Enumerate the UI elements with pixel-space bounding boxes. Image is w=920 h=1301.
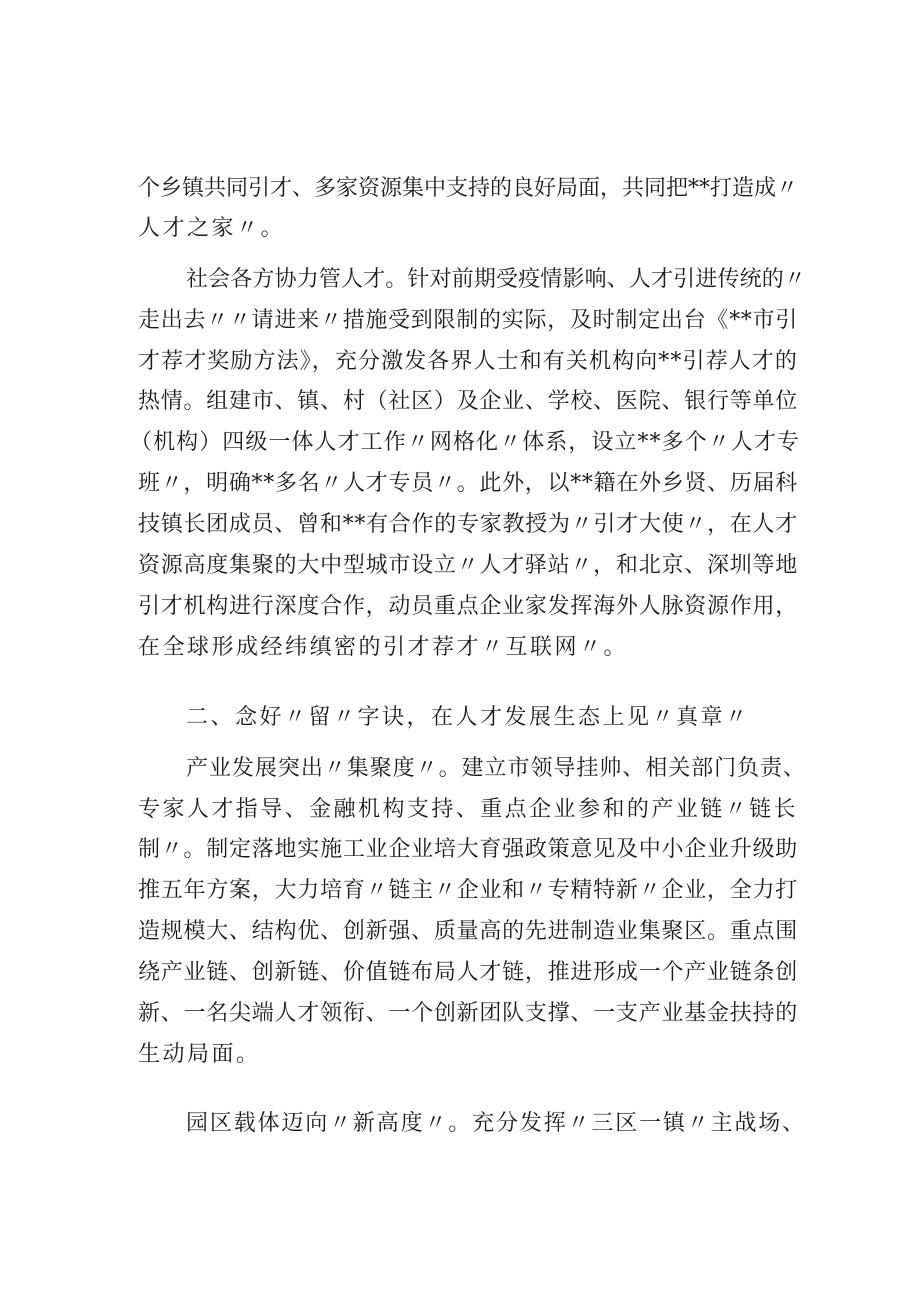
text-line: 新、一名尖端人才领衔、一个创新团队支撑、一支产业基金扶持的 [138,1001,799,1026]
text-line: 热情。组建市、镇、村（社区）及企业、学校、医院、银行等单位 [138,389,799,414]
text-line: 才荐才奖励方法》，充分激发各界人士和有关机构向**引荐人才的 [138,349,799,374]
text-line: 在全球形成经纬缜密的引才荐才〃互联网〃。 [138,635,629,660]
text-line: 生动局面。 [138,1042,261,1067]
text-line: 园区载体迈向〃新高度〃。充分发挥〃三区一镇〃主战场、 [186,1111,807,1136]
text-line: 技镇长团成员、曾和**有合作的专家教授为〃引才大使〃，在人才 [138,512,799,537]
text-line: 引才机构进行深度合作，动员重点企业家发挥海外人脉资源作用， [138,594,799,619]
section-heading: 二、念好〃留〃字诀，在人才发展生态上见〃真章〃 [186,705,750,730]
text-line: 社会各方协力管人才。针对前期受疫情影响、人才引进传统的〃 [186,267,807,292]
text-line: （机构）四级一体人才工作〃网格化〃体系，设立**多个〃人才专 [130,430,801,455]
text-line: 资源高度集聚的大中型城市设立〃人才驿站〃，和北京、深圳等地 [138,553,799,578]
text-line: 产业发展突出〃集聚度〃。建立市领导挂帅、相关部门负责、 [186,756,807,781]
text-line: 班〃，明确**多名〃人才专员〃。此外，以**籍在外乡贤、历届科 [138,471,799,496]
text-line: 人才之家〃。 [138,216,286,241]
text-line: 绕产业链、创新链、价值链布局人才链，推进形成一个产业链条创 [138,960,799,985]
text-line: 专家人才指导、金融机构支持、重点企业参和的产业链〃链长 [138,797,799,822]
text-line: 走出去〃〃请进来〃措施受到限制的实际，及时制定出台《**市引 [138,308,799,333]
text-line: 造规模大、结构优、创新强、质量高的先进制造业集聚区。重点围 [138,919,799,944]
text-line: 个乡镇共同引才、多家资源集中支持的良好局面，共同把**打造成〃 [138,176,799,201]
text-line: 推五年方案，大力培育〃链主〃企业和〃专精特新〃企业，全力打 [138,878,799,903]
text-line: 制〃。制定落地实施工业企业培大育强政策意见及中小企业升级助 [138,837,799,862]
